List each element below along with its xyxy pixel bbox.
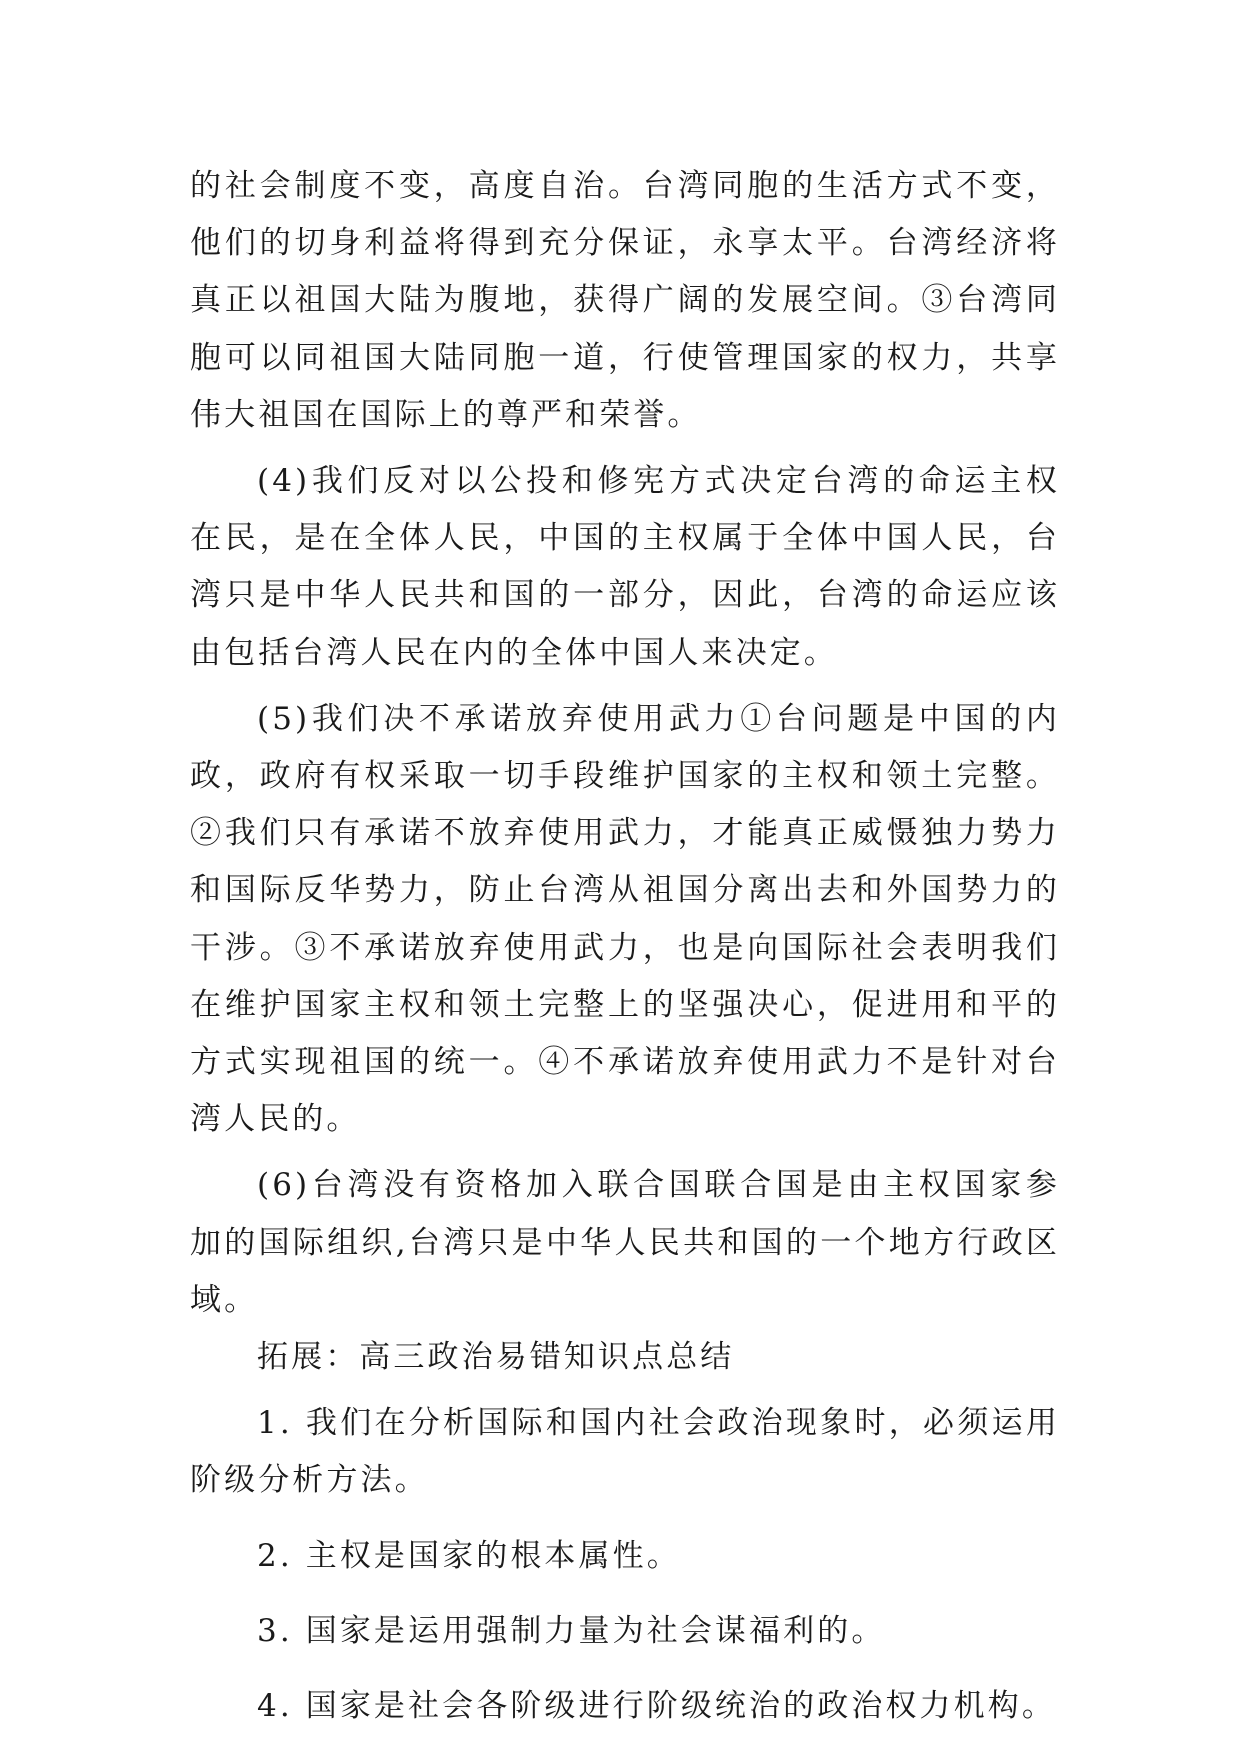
paragraph-point-5: (5)我们决不承诺放弃使用武力①台问题是中国的内政，政府有权采取一切手段维护国家的主权和领土完整。②我们只有承诺不放弃使用武力，才能真正威慑独力势力和国际反华势力，防止台湾从祖国分离出去和外国势力的干涉。③不承诺放弃使用武力，也是向国际社会表明我们在维护国家主权和领土完整上的坚强决心，促进用和平的方式实现祖国的统一。④不承诺放弃使用武力不是针对台湾人民的。 <box>190 700 1060 1138</box>
section-heading-extension: 拓展：高三政治易错知识点总结 <box>257 1339 735 1376</box>
paragraph-continuation: 的社会制度不变，高度自治。台湾同胞的生活方式不变，他们的切身利益将得到充分保证，永享太平。台湾经济将真正以祖国大陆为腹地，获得广阔的发展空间。③台湾同胞可以同祖国大陆同胞一道，行使管理国家的权力，共享伟大祖国在国际上的尊严和荣誉。 <box>190 168 1060 433</box>
list-item-2: 2. 主权是国家的根本属性。 <box>257 1537 681 1574</box>
document-page <box>190 158 1060 1735</box>
list-item-3: 3. 国家是运用强制力量为社会谋福利的。 <box>257 1612 886 1649</box>
list-item-1: 1. 我们在分析国际和国内社会政治现象时，必须运用阶级分析方法。 <box>190 1405 1060 1499</box>
paragraph-point-6: (6)台湾没有资格加入联合国联合国是由主权国家参加的国际组织,台湾只是中华人民共和国的一个地方行政区域。 <box>190 1167 1060 1318</box>
paragraph-point-4: (4)我们反对以公投和修宪方式决定台湾的命运主权在民，是在全体人民，中国的主权属于全体中国人民，台湾只是中华人民共和国的一部分，因此，台湾的命运应该由包括台湾人民在内的全体中国人来决定。 <box>190 463 1060 671</box>
list-item-4: 4. 国家是社会各阶级进行阶级统治的政治权力机构。 <box>257 1688 1056 1725</box>
